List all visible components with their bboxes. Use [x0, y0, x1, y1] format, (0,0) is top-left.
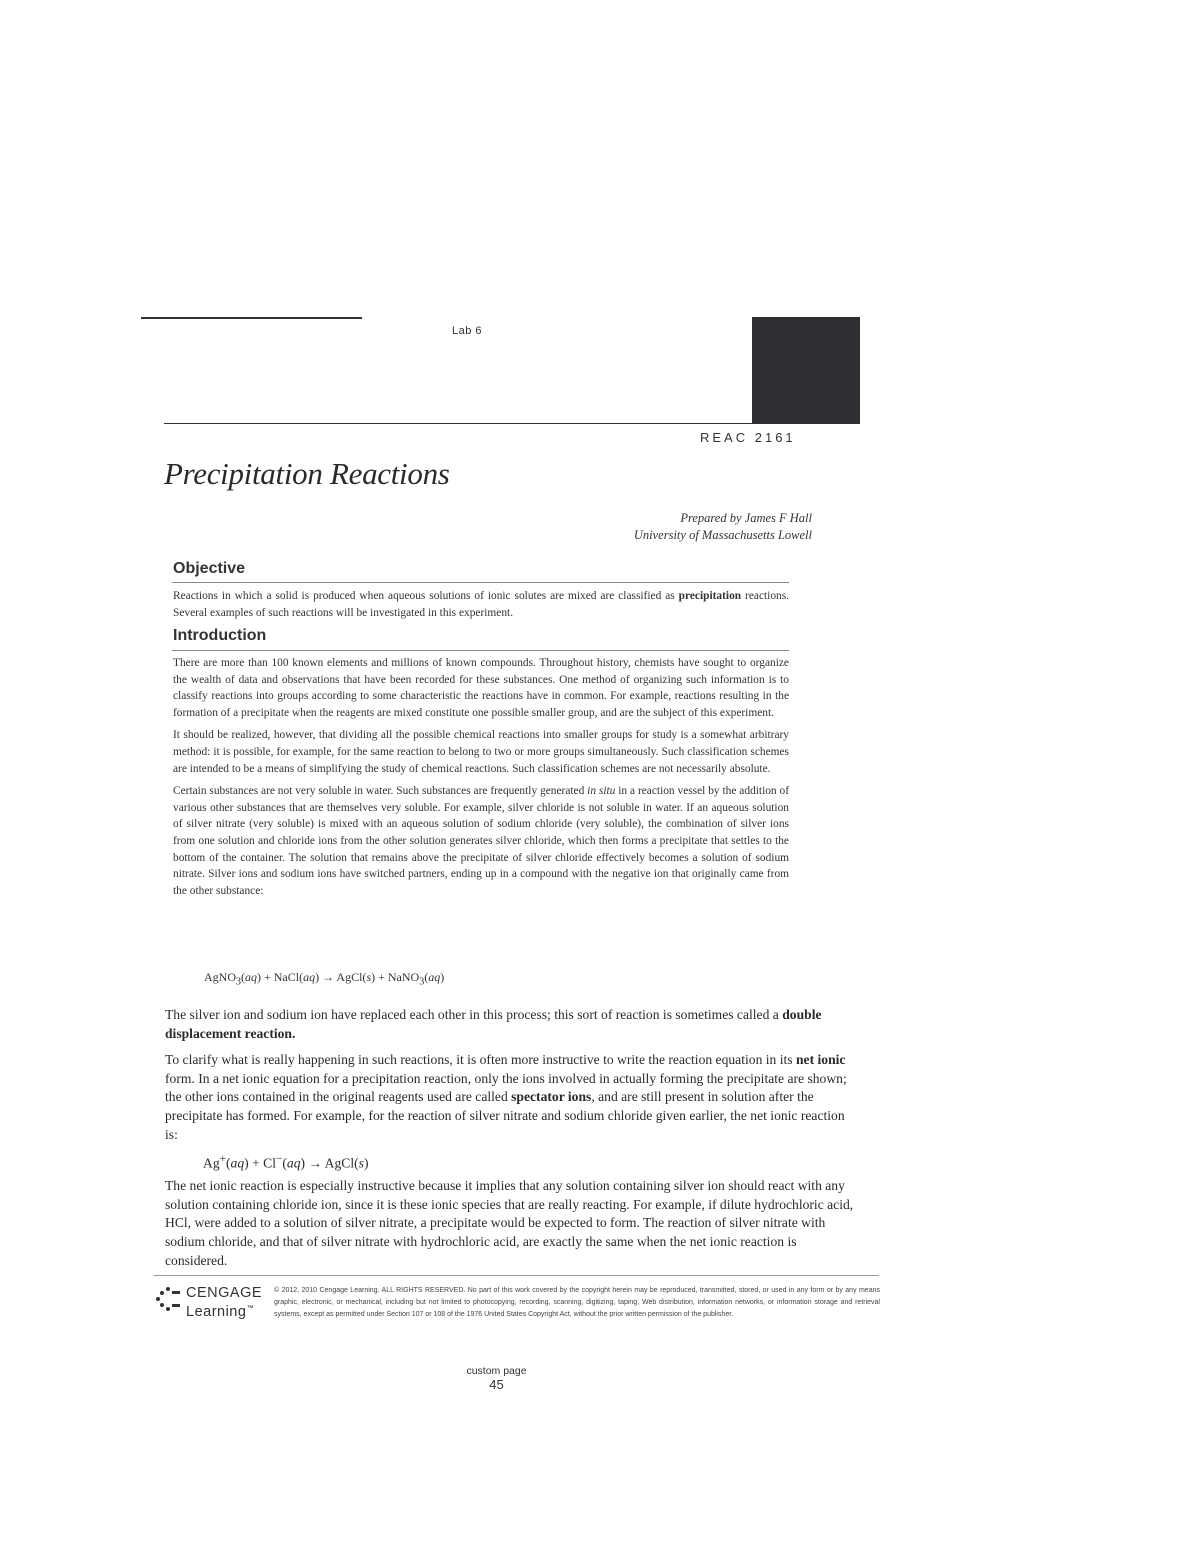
intro-paragraph-3: Certain substances are not very soluble in water. Such substances are frequently generated in situ in a reaction vessel by the addition of various other substances that are themselves very soluble. For example, silver chloride is not soluble in water. If an aqueous solution of silver nitrate (very soluble) is mixed with an aqueous solution of sodium chloride (very soluble), the combination of silver ions from one solution and chloride ions from the other solution generates silver chloride, which then forms a precipitate that settles to the bottom of the container. The solution that remains above the precipitate of silver chloride effectively becomes a solution of sodium nitrate. Silver ions and sodium ions have switched partners, ending up in a compound with the negative ion that originally came from the other substance: [173, 785, 789, 897]
intro-paragraph-2: It should be realized, however, that dividing all the possible chemical reactions into smaller groups for study is a somewhat arbitrary method: it is possible, for example, for the same reaction to belong to two or more groups simultaneously. Such classification schemes are intended to be a means of simplifying the study of chemical reactions. Such classification schemes are not necessarily absolute. [173, 729, 789, 775]
introduction-text [173, 655, 789, 905]
copyright-notice: © 2012, 2010 Cengage Learning. ALL RIGHTS RESERVED. No part of this work covered by the copyright herein may be reproduced, transmitted, stored, or used in any form or by any means graphic, electronic, or mechanical, including but not limited to photocopying, recording, scanning, digitizing, taping, Web distribution, information networks, or information storage and retrieval systems, except as permitted under Section 107 or 108 of the 1976 United States Copyright Act, without the prior written permission of the publisher. [274, 1287, 880, 1319]
author-name: Prepared by James F Hall [680, 511, 812, 525]
author-block [634, 510, 812, 544]
introduction-heading: Introduction [173, 627, 267, 644]
body-paragraph-3: The net ionic reaction is especially instructive because it implies that any solution containing silver ion should react with any solution containing chloride ion, since it is these ionic species that are really reacting. For example, if dilute hydrochloric acid, HCl, were added to a solution of silver nitrate, a precipitate would be expected to form. The reaction of silver nitrate with sodium chloride, and that of silver nitrate with hydrochloric acid, are exactly the same when the net ionic reaction is considered. [165, 1178, 854, 1268]
introduction-rule [172, 650, 789, 651]
term-spectator-ions: spectator ions [511, 1089, 592, 1105]
cengage-wordmark: CENGAGE Learning™ [186, 1285, 263, 1320]
objective-rule [172, 582, 789, 583]
intro-paragraph-1: There are more than 100 known elements and millions of known compounds. Throughout history, chemists have sought to organize the wealth of data and observations that have been recorded for these substances. One method of organizing such information is to classify reactions into groups according to some characteristic the reactions have in common. For example, reactions resulting in the formation of a precipitate when the reagents are mixed constitute one possible smaller group, and are the subject of this experiment. [173, 657, 789, 719]
lab-label: Lab 6 [452, 325, 483, 337]
custom-page-label: custom page [466, 1365, 527, 1377]
footer-rule [154, 1275, 879, 1276]
term-in-situ: in situ [587, 785, 616, 798]
top-left-rule [141, 317, 362, 319]
equation-net-ionic: Ag+(aq) + Cl−(aq) → AgCl(s) [203, 1153, 369, 1171]
term-precipitation: precipitation [678, 590, 742, 602]
page-number: 45 [489, 1377, 504, 1392]
objective-text: Reactions in which a solid is produced when aqueous solutions of ionic solutes are mixed are classified as precipitation reactions. Several examples of such reactions will be investigated in this experiment. [173, 590, 790, 619]
course-code: REAC 2161 [700, 430, 796, 445]
chapter-tab-block [752, 317, 860, 424]
objective-heading: Objective [173, 560, 246, 577]
body-paragraph-2: To clarify what is really happening in such reactions, it is often more instructive to write the reaction equation in its net ionic form. In a net ionic equation for a precipitation reaction, only the ions involved in actually forming the precipitate are shown; the other ions contained in the original reagents used are called spectator ions, and are still present in solution after the precipitate has formed. For example, for the reaction of silver nitrate and sodium chloride given earlier, the net ionic reaction is: [165, 1052, 847, 1142]
author-affiliation: University of Massachusetts Lowell [633, 528, 812, 542]
equation-molecular: AgNO$_3$(aq) + NaCl(aq) → AgCl(s) + NaNO$_3$(aq) [204, 970, 445, 988]
cengage-mark-icon [154, 1285, 184, 1315]
page-title: Precipitation Reactions [164, 456, 450, 491]
term-double-displacement: double displacement reaction. [165, 1007, 822, 1041]
term-net-ionic: net ionic [795, 1052, 846, 1067]
page-footer [0, 1365, 993, 1391]
header-rule [164, 423, 754, 424]
body-paragraph-1: The silver ion and sodium ion have replaced each other in this process; this sort of reaction is sometimes called a double displacement reaction. [165, 1007, 822, 1041]
